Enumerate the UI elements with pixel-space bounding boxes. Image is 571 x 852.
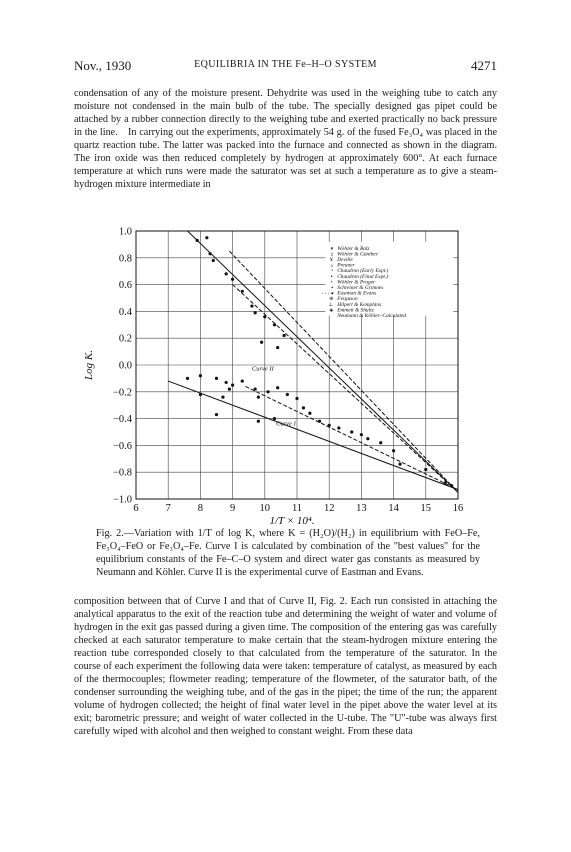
- data-point: [328, 424, 331, 427]
- data-point: [318, 420, 321, 423]
- data-point: [337, 426, 340, 429]
- data-point: [228, 388, 231, 391]
- legend-marker: - - - ◂: [321, 291, 334, 297]
- body-paragraph-top: condensation of any of the moisture present. Dehydrite was used in the weighing tube to catch any moisture not condensed in the main bulb of the tube. The specially designed gas pipet could be attached by a rubber connection directly to the weighing tube and exerted practically no back pressure in the line. In carrying out the experiments, approximately 54 g. of the fused Fe₃O₄ was placed in the quartz reaction tube. The latter was packed into the furnace and connected as shown in the diagram. The iron oxide was then reduced completely by hydrogen at approximately 600°. At each furnace temperature at which runs were made the saturator was set at such a temperature as to give a steam-hydrogen mixture intermediate in: [74, 88, 497, 190]
- data-point: [266, 390, 269, 393]
- y-tick-label: −0.6: [112, 440, 132, 452]
- data-point: [205, 236, 208, 239]
- x-tick-label: 11: [291, 503, 303, 514]
- data-point: [273, 323, 276, 326]
- header-date: Nov., 1930: [74, 58, 132, 73]
- legend-entry: Wöhler & Balz: [337, 245, 370, 252]
- data-point: [263, 315, 266, 318]
- data-point: [241, 290, 244, 293]
- legend-marker: ◈: [329, 308, 334, 314]
- legend-entry: Deville: [337, 256, 353, 263]
- data-point: [424, 468, 427, 471]
- data-point: [260, 341, 263, 344]
- data-point: [225, 272, 228, 275]
- data-point: [295, 397, 298, 400]
- data-point: [302, 406, 305, 409]
- data-point: [196, 239, 199, 242]
- x-tick-label: 12: [323, 503, 335, 514]
- data-point: [308, 412, 311, 415]
- legend-marker: ‡: [330, 252, 334, 258]
- header-page-number: 4271: [471, 58, 497, 73]
- legend-entry: Eastman & Evans: [337, 290, 377, 297]
- legend-entry: Chaudron (Final Expt.): [337, 273, 389, 280]
- data-point: [254, 311, 257, 314]
- x-tick-label: 16: [452, 503, 464, 514]
- data-point: [257, 420, 260, 423]
- figure-caption: Fig. 2.—Variation with 1/T of log K, where K = (H₂O)/(H₂) in equilibrium with FeO–Fe, Fe₃O₄–FeO or Fe₃O₄–Fe. Curve I is calculated by combination of the "best values" for the equilibrium constants of the Fe–C–O system and direct water gas constants as measured by Neumann and Köhler. Curve II is the experimental curve of Eastman and Evans.: [96, 528, 480, 578]
- legend-entry: Wöhler & Günther: [337, 251, 378, 258]
- data-point: [208, 252, 211, 255]
- data-point: [366, 437, 369, 440]
- x-tick-label: 8: [197, 503, 204, 514]
- data-point: [257, 396, 260, 399]
- legend-marker: ▪: [331, 285, 334, 291]
- data-point: [225, 381, 228, 384]
- legend-entry: Preuner: [337, 262, 355, 269]
- data-point: [450, 484, 453, 487]
- legend-entry: Chaudron (Early Expt.): [337, 268, 389, 275]
- y-tick-label: −1.0: [112, 494, 132, 506]
- y-tick-label: −0.4: [112, 414, 132, 426]
- legend-marker: ▾: [330, 246, 334, 252]
- y-tick-label: −0.2: [112, 387, 132, 399]
- data-point: [398, 463, 401, 466]
- y-tick-label: 0.2: [118, 333, 132, 345]
- series-line: [245, 386, 458, 489]
- y-tick-label: 1.0: [118, 226, 132, 238]
- legend-entry: Wöhler & Prager: [337, 279, 376, 286]
- y-tick-label: 0.6: [118, 280, 132, 292]
- data-point: [199, 393, 202, 396]
- legend-marker: +: [330, 280, 334, 286]
- legend-marker: ⊻: [329, 257, 334, 263]
- series-line: [168, 381, 458, 490]
- data-point: [286, 393, 289, 396]
- legend-marker: ⊕: [328, 297, 334, 303]
- curve-ii-label: Curve II: [251, 365, 274, 373]
- legend-entry: Schreiner & Grimnes: [337, 284, 384, 291]
- legend-entry: Emmett & Shultz: [337, 307, 374, 314]
- y-tick-label: 0.8: [118, 253, 132, 265]
- legend-marker: •: [331, 269, 334, 275]
- data-point: [221, 396, 224, 399]
- legend-marker: ▵: [330, 263, 334, 269]
- data-point: [444, 481, 447, 484]
- x-tick-label: 10: [259, 503, 271, 514]
- x-axis-label: 1/T × 10⁴.: [269, 515, 315, 527]
- y-tick-label: 0.4: [118, 306, 132, 318]
- data-point: [283, 334, 286, 337]
- x-tick-label: 6: [133, 503, 139, 514]
- x-tick-label: 9: [229, 503, 236, 514]
- running-header: [74, 58, 497, 74]
- data-point: [231, 278, 234, 281]
- data-point: [276, 386, 279, 389]
- body-paragraph-bottom: composition between that of Curve I and that of Curve II, Fig. 2. Each run consisted in attaching the analytical apparatus to the exit of the reaction tube and determining the weight of water and volume of hydrogen in the exit gas passed during a given time. The composition of the entering gas was carefully checked at each saturator temperature to make certain that the steam-hydrogen mixture entering the reaction tube corresponded closely to that calculated from the temperature of the saturator. In the course of each experiment the following data were taken: temperature of catalyst, as measured by each of the thermocouples; flowmeter reading; temperature of the flowmeter, of the saturator bath, of the condenser surrounding the weighing tube, and of the gas in the pipet; the time of the run; the apparent volume of hydrogen collected; the height of final water level in the pipet above the water level at its exit; barometric pressure; and weight of water collected in the U-tube. The "U"-tube was always first carefully wiped with alcohol and then weighed to constant weight. From these data: [74, 596, 497, 737]
- data-point: [186, 377, 189, 380]
- legend-entry: Hilpert & Kemphins: [337, 301, 382, 308]
- data-point: [360, 433, 363, 436]
- header-title: EQUILIBRIA IN THE Fe–H–O SYSTEM: [194, 59, 377, 70]
- data-point: [250, 304, 253, 307]
- data-point: [215, 413, 218, 416]
- data-point: [231, 384, 234, 387]
- data-point: [199, 374, 202, 377]
- data-point: [276, 346, 279, 349]
- x-tick-label: 15: [420, 503, 432, 514]
- y-tick-label: −0.8: [112, 467, 132, 479]
- data-point: [392, 449, 395, 452]
- legend-marker: ‣: [330, 274, 334, 280]
- y-axis-label: Log K.: [83, 350, 95, 380]
- data-point: [254, 388, 257, 391]
- data-point: [241, 379, 244, 382]
- data-point: [215, 377, 218, 380]
- x-tick-label: 13: [356, 503, 367, 514]
- x-tick-label: 7: [165, 503, 171, 514]
- x-tick-label: 14: [388, 503, 399, 514]
- data-point: [212, 259, 215, 262]
- curve-i-label: Curve I: [276, 420, 296, 428]
- data-point: [350, 430, 353, 433]
- data-point: [379, 441, 382, 444]
- legend-entry: Neumann & Köhler–Calculated: [337, 312, 407, 319]
- legend-marker: ⊥: [328, 302, 334, 308]
- figure-2-chart: [80, 215, 480, 527]
- y-tick-label: 0.0: [118, 360, 132, 372]
- legend-entry: Ferguson: [337, 296, 358, 303]
